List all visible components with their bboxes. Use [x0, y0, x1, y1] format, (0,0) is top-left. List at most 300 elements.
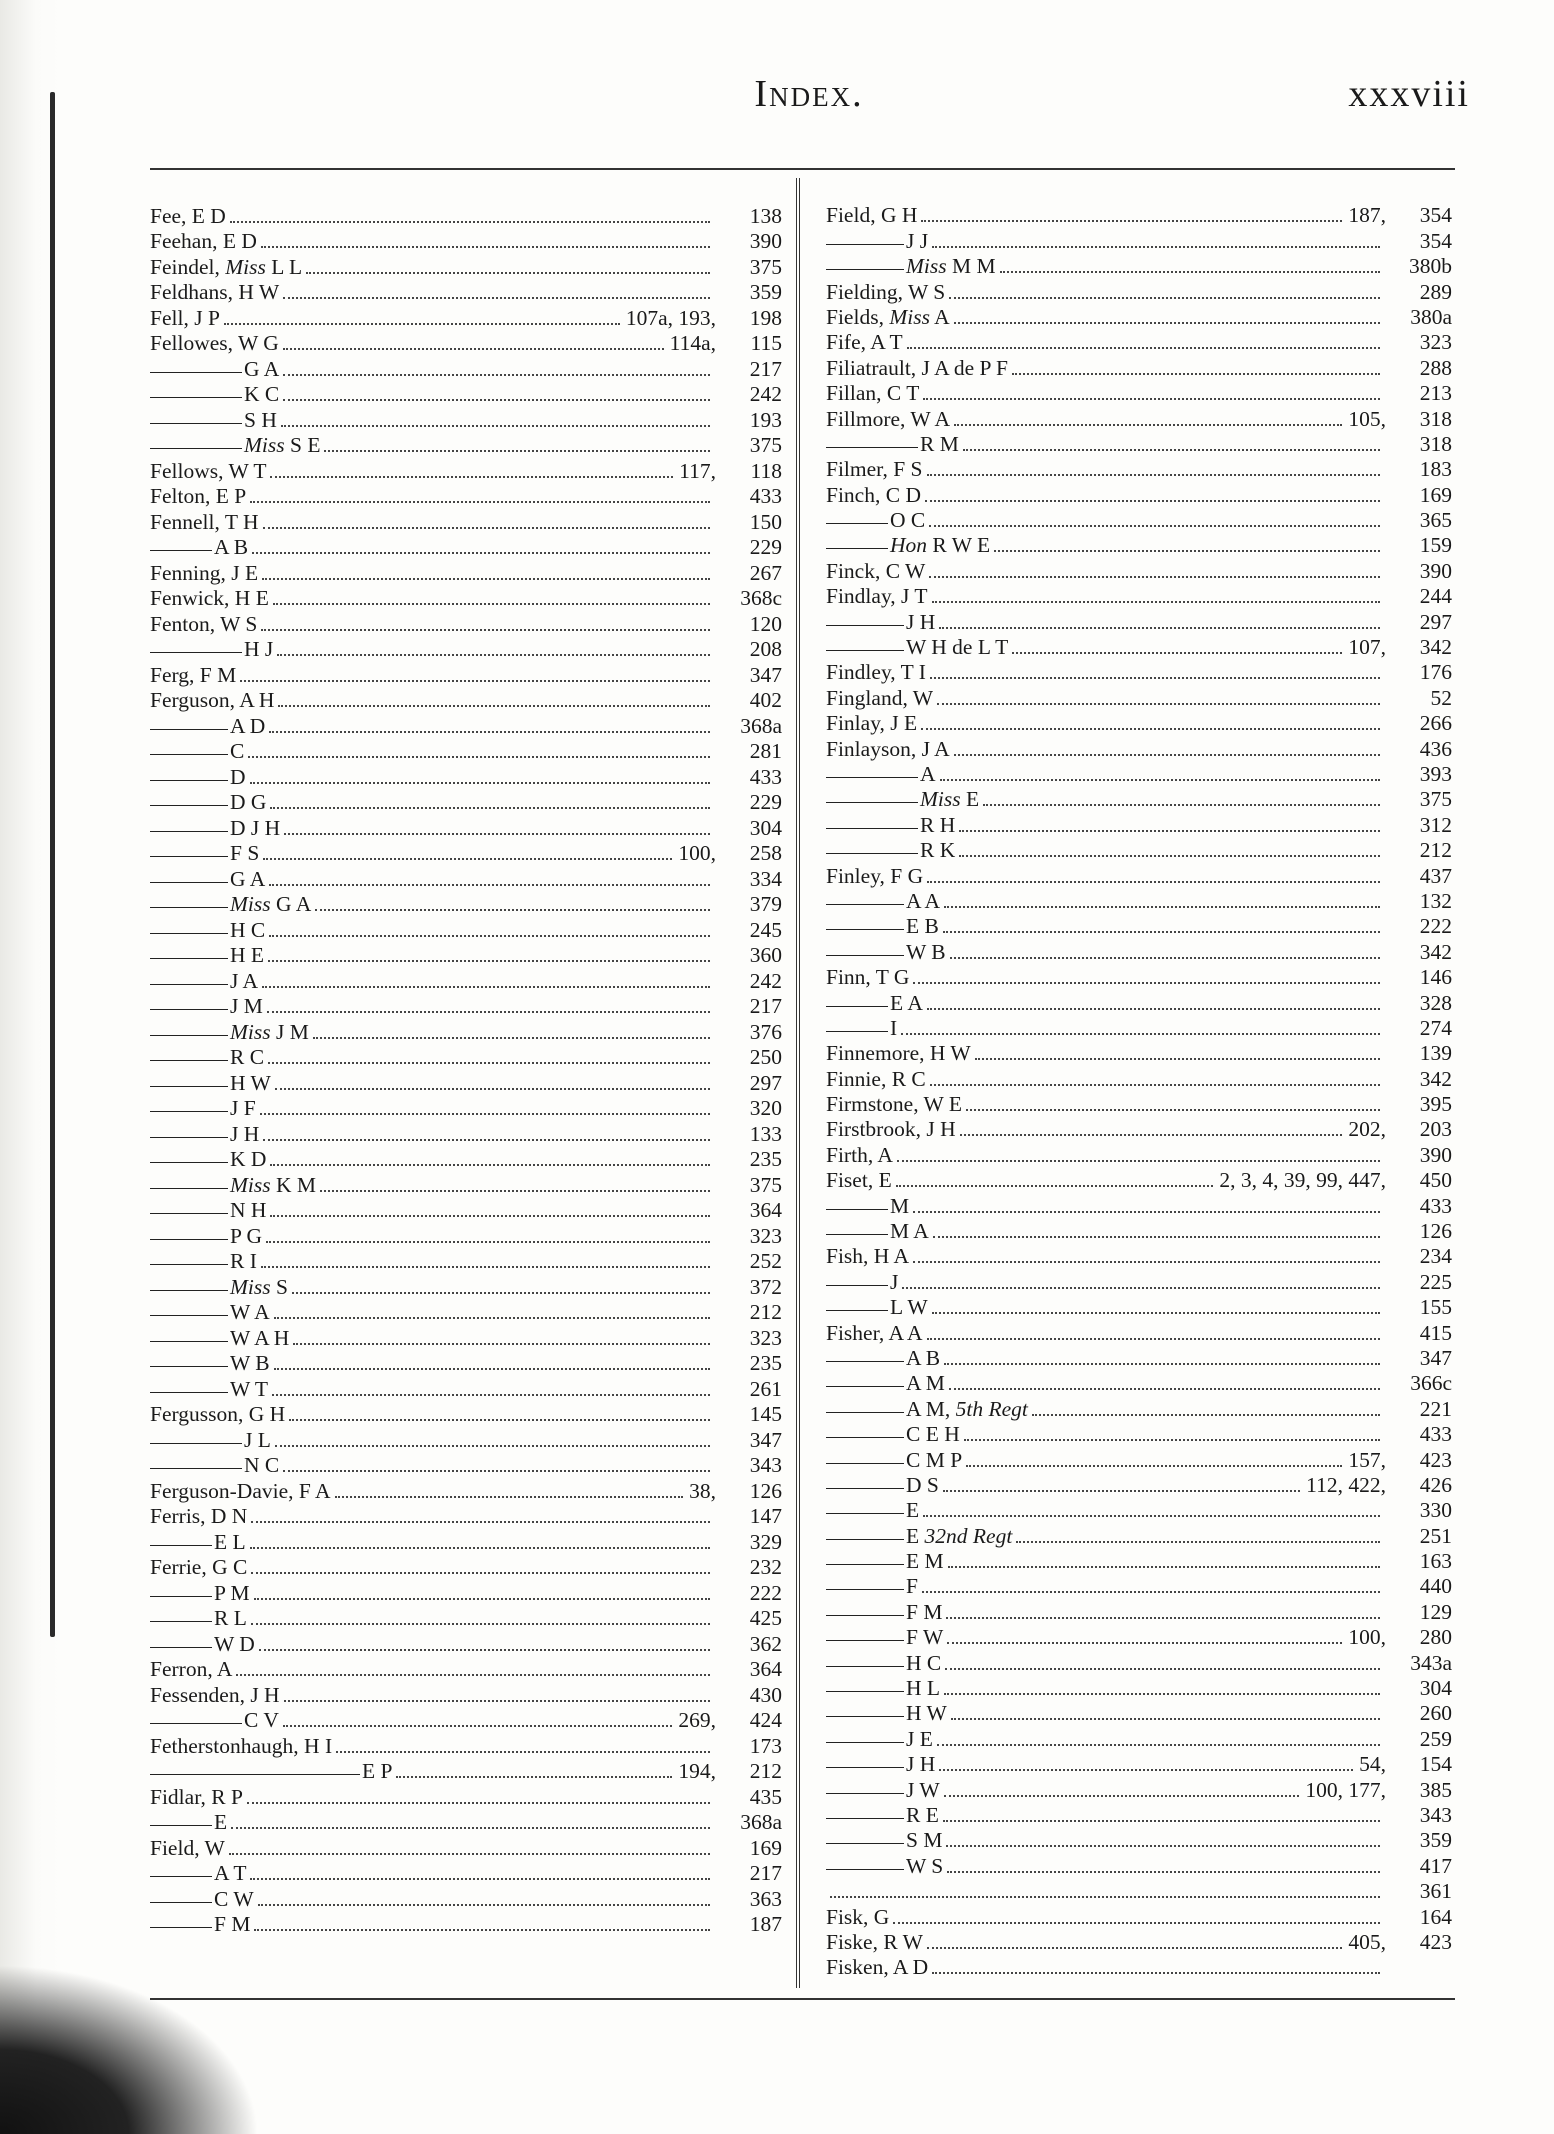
index-entry [826, 786, 1452, 811]
ditto-dash [150, 831, 228, 832]
ditto-dash [150, 1137, 228, 1138]
entry-page-number: 260 [1419, 1701, 1452, 1726]
entry-page-number: 320 [749, 1096, 782, 1120]
entry-name [230, 790, 266, 814]
ditto-dash [826, 1564, 904, 1565]
dot-leader [932, 1972, 1380, 1974]
dot-leader [263, 1139, 710, 1141]
index-entry [150, 1273, 782, 1299]
ditto-dash [826, 1843, 904, 1844]
entry-title-italic: Miss [230, 892, 271, 916]
index-entry [150, 1018, 782, 1044]
entry-page-number: 375 [749, 433, 782, 457]
dot-leader [896, 1185, 1214, 1187]
ditto-dash [826, 1285, 888, 1286]
entry-name [244, 1708, 279, 1732]
ditto-dash [150, 984, 228, 985]
dot-leader [270, 476, 673, 478]
index-entry [826, 1472, 1452, 1497]
entry-name [150, 331, 279, 355]
entry-page-number: 126 [749, 1478, 782, 1503]
index-entry [826, 1598, 1452, 1623]
entry-name [826, 1321, 923, 1345]
entry-page-number: 363 [749, 1886, 782, 1911]
entry-page-number: 132 [1419, 888, 1452, 913]
index-entry [826, 532, 1452, 557]
entry-page-number: 217 [749, 356, 782, 381]
entry-page-number: 213 [1419, 381, 1452, 406]
entry-page-number: 242 [749, 968, 782, 993]
index-entry [150, 1579, 782, 1605]
dot-leader [929, 576, 1380, 578]
ditto-dash [826, 1539, 904, 1540]
entry-name [906, 1524, 1012, 1548]
entry-name-text: Fillmore, W A [826, 406, 951, 431]
dot-leader [231, 1827, 710, 1829]
index-entry [826, 1649, 1452, 1674]
entry-name-text: Fisken, A D [826, 1955, 929, 1980]
entry-name-text: Firth, A [826, 1142, 893, 1167]
index-entry [826, 1167, 1452, 1192]
dot-leader [251, 1623, 710, 1625]
entry-page-number: 155 [1419, 1295, 1452, 1320]
entry-page-number: 289 [1419, 279, 1452, 304]
ditto-dash [150, 1927, 212, 1928]
entry-name-text: Fetherstonhaugh, H I [150, 1733, 333, 1758]
entry-name-text: Filmer, F S [826, 457, 923, 482]
entry-name-rest: G A [270, 892, 312, 916]
index-entry [826, 304, 1452, 329]
entry-name [826, 660, 926, 684]
entry-name-text: H W [230, 1070, 271, 1095]
entry-name [230, 1173, 316, 1197]
entry-page-number: 297 [1419, 609, 1452, 634]
entry-page-number: 203 [1419, 1117, 1452, 1142]
entry-name [244, 1428, 271, 1452]
entry-name [890, 1194, 909, 1218]
ditto-dash [826, 904, 904, 905]
ditto-dash [150, 1596, 212, 1597]
entry-name-text: Fellows, W T [150, 458, 267, 483]
entry-name [890, 508, 925, 532]
entry-name-text: Fiset, E [826, 1168, 892, 1193]
entry-name [150, 612, 257, 636]
dot-leader [258, 1904, 710, 1906]
entry-name-text: Ferrie, G C [150, 1555, 248, 1579]
entry-page-number: 129 [1419, 1599, 1452, 1624]
entry-name [826, 1168, 892, 1192]
entry-name-text: Firstbrook, J H [826, 1117, 956, 1142]
ditto-dash [150, 780, 228, 781]
ditto-dash [826, 1437, 904, 1438]
entry-name-text: H C [230, 917, 266, 942]
entry-page-number: 318 [1419, 431, 1452, 456]
index-entry [826, 583, 1452, 608]
dot-leader [275, 1088, 710, 1090]
index-entry [826, 1725, 1452, 1750]
entry-name-text: J H [906, 1752, 936, 1777]
ditto-dash [826, 853, 918, 854]
index-entry [826, 1446, 1452, 1471]
entry-name-text: Field, G H [826, 203, 918, 228]
entry-name-text: Finley, F G [826, 863, 924, 888]
entry-name [150, 1785, 243, 1809]
dot-leader [960, 1134, 1343, 1136]
index-entry [826, 1040, 1452, 1065]
entry-page-number: 423 [1419, 1447, 1452, 1472]
index-entry [150, 304, 782, 330]
entry-name-text: H L [906, 1676, 941, 1701]
index-entry [150, 1248, 782, 1274]
binding-shadow [0, 1964, 260, 2134]
entry-name [150, 229, 257, 253]
entry-title-italic: Miss [230, 1172, 271, 1197]
index-entry [150, 993, 782, 1019]
entry-name-text: A D [230, 713, 266, 738]
entry-name-text: C [230, 739, 245, 763]
index-entry [150, 1783, 782, 1809]
ditto-dash [826, 1463, 904, 1464]
entry-name [214, 1530, 246, 1554]
entry-extra-pages: 100, [1348, 1625, 1386, 1650]
ditto-dash [826, 650, 904, 651]
index-entry [826, 1268, 1452, 1293]
column-divider [796, 178, 800, 1988]
dot-leader [959, 830, 1380, 832]
ditto-dash [150, 652, 242, 653]
entry-name-text: J A [230, 968, 259, 993]
index-entry [826, 1878, 1452, 1903]
index-entry [150, 942, 782, 968]
entry-name-text: Fiske, R W [826, 1929, 923, 1954]
entry-page-number: 437 [1419, 863, 1452, 888]
entry-name-rest: J M [270, 1019, 309, 1044]
ditto-dash [826, 1640, 904, 1641]
dot-leader [932, 1312, 1380, 1314]
dot-leader [274, 1317, 710, 1319]
index-entry [826, 253, 1452, 278]
index-entry [826, 278, 1452, 303]
entry-name [230, 765, 246, 789]
ditto-dash [150, 1621, 212, 1622]
entry-extra-pages: 107, [1348, 635, 1386, 660]
entry-name-rest: R W E [927, 533, 991, 558]
entry-page-number: 435 [749, 1784, 782, 1809]
index-entry [826, 1776, 1452, 1801]
entry-name-text: Fenwick, H E [150, 586, 269, 610]
index-entry [826, 1852, 1452, 1877]
index-entry [150, 1426, 782, 1452]
dot-leader [930, 677, 1380, 679]
entry-name [906, 1625, 943, 1649]
ditto-dash [150, 1443, 242, 1444]
entry-name [890, 533, 990, 557]
index-entry [150, 1222, 782, 1248]
entry-page-number: 323 [749, 1223, 782, 1248]
ditto-dash [150, 1060, 228, 1061]
entry-name-text: O C [890, 508, 926, 533]
ditto-dash [826, 828, 918, 829]
entry-name-rest: L L [265, 254, 303, 279]
entry-page-number: 138 [749, 203, 782, 228]
entry-page-number: 375 [749, 1172, 782, 1197]
entry-page-number: 402 [749, 688, 782, 712]
entry-name [214, 1606, 247, 1630]
entry-page-number: 145 [749, 1402, 782, 1426]
index-entry [150, 1656, 782, 1682]
dot-leader [396, 1776, 672, 1778]
entry-name-text: J W [906, 1777, 940, 1802]
entry-page-number: 450 [1419, 1168, 1452, 1193]
entry-name-text: E L [214, 1529, 246, 1554]
entry-page-number: 318 [1419, 406, 1452, 431]
index-column-right [826, 202, 1452, 1979]
entry-name-text: D G [230, 790, 267, 814]
entry-name [150, 1683, 280, 1707]
entry-name [150, 204, 226, 228]
dot-leader [269, 935, 710, 937]
index-entry [826, 1192, 1452, 1217]
index-entry [150, 228, 782, 254]
entry-name [906, 1422, 960, 1446]
entry-page-number: 362 [749, 1631, 782, 1656]
index-entry [150, 1197, 782, 1223]
entry-name-text: Fellowes, W G [150, 331, 279, 355]
index-entry [826, 202, 1452, 227]
entry-name [150, 280, 279, 304]
dot-leader [275, 1445, 710, 1447]
entry-name-text: Fife, A T [826, 330, 903, 355]
dot-leader [272, 1394, 710, 1396]
entry-extra-pages: 405, [1348, 1929, 1386, 1954]
entry-page-number: 229 [749, 790, 782, 814]
entry-name-text: F M [214, 1912, 251, 1936]
entry-page-number: 425 [749, 1606, 782, 1630]
entry-name-text: R L [214, 1606, 247, 1630]
dot-leader [263, 527, 711, 529]
dot-leader [268, 960, 710, 962]
index-entry [150, 1758, 782, 1784]
ditto-dash [150, 1290, 228, 1291]
index-entry [826, 481, 1452, 506]
entry-name-text: Findlay, J T [826, 584, 928, 609]
index-entry [826, 1903, 1452, 1928]
dot-leader [1016, 1541, 1380, 1543]
dot-leader [927, 881, 1380, 883]
entry-page-number: 159 [1419, 533, 1452, 558]
entry-title-italic: Miss [244, 433, 285, 457]
entry-page-number: 187 [749, 1912, 782, 1936]
entry-name [906, 1778, 940, 1802]
entry-name-text: Fenning, J E [150, 560, 259, 585]
index-entry [826, 1573, 1452, 1598]
entry-name-text: G A [244, 356, 280, 381]
dot-leader [901, 1033, 1380, 1035]
entry-name [230, 1300, 270, 1324]
entry-name [150, 1836, 225, 1860]
entry-name [150, 484, 246, 508]
entry-name-text: H C [906, 1650, 942, 1675]
entry-name [230, 1377, 268, 1401]
entry-name [906, 1397, 1028, 1421]
ditto-dash [150, 1876, 212, 1877]
index-entry [826, 1548, 1452, 1573]
index-entry [150, 253, 782, 279]
entry-extra-pages: 269, [678, 1708, 716, 1732]
entry-name [906, 1727, 933, 1751]
index-entry [826, 329, 1452, 354]
entry-name-text: R E [906, 1803, 939, 1827]
entry-name [906, 1371, 945, 1395]
entry-name-text: Fields, [826, 304, 890, 329]
dot-leader [893, 1922, 1380, 1924]
index-entry [150, 483, 782, 509]
entry-name [230, 1045, 264, 1069]
dot-leader [278, 705, 710, 707]
ditto-dash [826, 802, 918, 803]
entry-name [150, 1504, 247, 1528]
entry-name-text: Fingland, W [826, 685, 934, 710]
index-entry [150, 687, 782, 713]
ditto-dash [150, 1366, 228, 1367]
index-entry [150, 406, 782, 432]
entry-name [906, 229, 928, 253]
entry-page-number: 440 [1419, 1574, 1452, 1599]
entry-page-number: 385 [1419, 1777, 1452, 1802]
dot-leader [1012, 652, 1342, 654]
dot-leader [289, 1419, 710, 1421]
dot-leader [951, 1718, 1380, 1720]
ditto-dash [150, 1545, 212, 1546]
entry-page-number: 225 [1419, 1269, 1452, 1294]
entry-page-number: 208 [749, 637, 782, 661]
entry-extra-pages: 105, [1348, 406, 1386, 431]
entry-extra-pages: 2, 3, 4, 39, 99, 447, [1219, 1168, 1386, 1193]
entry-page-number: 52 [1430, 685, 1452, 710]
dot-leader [947, 1871, 1380, 1873]
entry-title-italic: Miss [230, 1019, 271, 1044]
ditto-dash [150, 882, 228, 883]
index-entry [826, 1141, 1452, 1166]
entry-name-text: S H [244, 407, 277, 432]
entry-name-text: Filiatrault, J A de P F [826, 355, 1008, 380]
entry-name [150, 1657, 232, 1681]
entry-name [906, 1828, 942, 1852]
entry-name [230, 994, 263, 1018]
entry-page-number: 372 [749, 1274, 782, 1299]
dot-leader [293, 1343, 710, 1345]
dot-leader [983, 804, 1380, 806]
entry-name-rest: K M [270, 1172, 317, 1197]
index-entry [150, 279, 782, 305]
entry-name-text: C E H [906, 1422, 960, 1447]
entry-name-text: S M [906, 1828, 943, 1853]
entry-name-text: P G [230, 1223, 263, 1248]
dot-leader [284, 1700, 710, 1702]
entry-name [230, 969, 258, 993]
entry-name-text: R I [230, 1249, 257, 1273]
index-entry [150, 1375, 782, 1401]
entry-name [230, 1020, 309, 1044]
entry-name-text: E B [906, 914, 939, 939]
dot-leader [830, 1896, 1380, 1898]
index-entry [150, 1681, 782, 1707]
entry-page-number: 222 [749, 1580, 782, 1605]
entry-page-number: 126 [1419, 1219, 1452, 1244]
index-entry [150, 814, 782, 840]
entry-name-text: Finlay, J E [826, 711, 918, 736]
entry-name [230, 1147, 266, 1171]
ditto-dash [150, 550, 212, 551]
dot-leader [966, 1109, 1380, 1111]
entry-page-number: 229 [749, 535, 782, 559]
ditto-dash [150, 1264, 228, 1265]
ditto-dash [150, 1468, 242, 1469]
entry-page-number: 368c [740, 586, 782, 610]
ditto-dash [826, 1209, 888, 1210]
index-entry [150, 1095, 782, 1121]
entry-name-text: Fell, J P [150, 305, 220, 330]
ditto-dash [150, 423, 242, 424]
entry-name [150, 1555, 247, 1579]
entry-name [826, 965, 909, 989]
entry-name-text: E P [362, 1759, 393, 1783]
index-entry [150, 1860, 782, 1886]
entry-name [920, 838, 955, 862]
entry-name [244, 357, 279, 381]
entry-name [826, 1041, 971, 1065]
entry-name [150, 586, 269, 610]
dot-leader [240, 680, 710, 682]
entry-name-text: W D [214, 1631, 255, 1656]
entry-page-number: 393 [1419, 761, 1452, 786]
dot-leader [335, 1496, 684, 1498]
entry-name [230, 867, 265, 891]
entry-name [826, 686, 933, 710]
dot-leader [954, 322, 1380, 324]
entry-name [890, 1270, 898, 1294]
entry-page-number: 154 [1419, 1752, 1452, 1777]
index-entry [826, 1954, 1452, 1979]
index-entry [826, 913, 1452, 938]
entry-name-text: J M [230, 994, 263, 1018]
entry-name-text: E A [890, 990, 923, 1015]
entry-page-number: 304 [1419, 1676, 1452, 1701]
entry-name-text: W H de L T [906, 635, 1009, 660]
dot-leader [281, 425, 710, 427]
entry-title-italic: Miss [230, 1274, 271, 1299]
entry-name [826, 381, 919, 405]
index-entry [826, 1675, 1452, 1700]
entry-name-text: Fenton, W S [150, 611, 258, 636]
dot-leader [1012, 373, 1380, 375]
ditto-dash [826, 548, 888, 549]
entry-name [906, 1473, 939, 1497]
index-entry [150, 1605, 782, 1631]
entry-page-number: 261 [749, 1376, 782, 1401]
entry-page-number: 274 [1419, 1015, 1452, 1040]
ditto-dash [150, 1774, 360, 1775]
entry-title-italic: Miss [906, 254, 947, 279]
index-entry [150, 712, 782, 738]
entry-page-number: 120 [749, 611, 782, 636]
ditto-dash [826, 1513, 904, 1514]
entry-page-number: 360 [749, 943, 782, 967]
dot-leader [922, 1591, 1380, 1593]
entry-name [150, 306, 220, 330]
dot-leader [913, 982, 1380, 984]
dot-leader [248, 756, 710, 758]
